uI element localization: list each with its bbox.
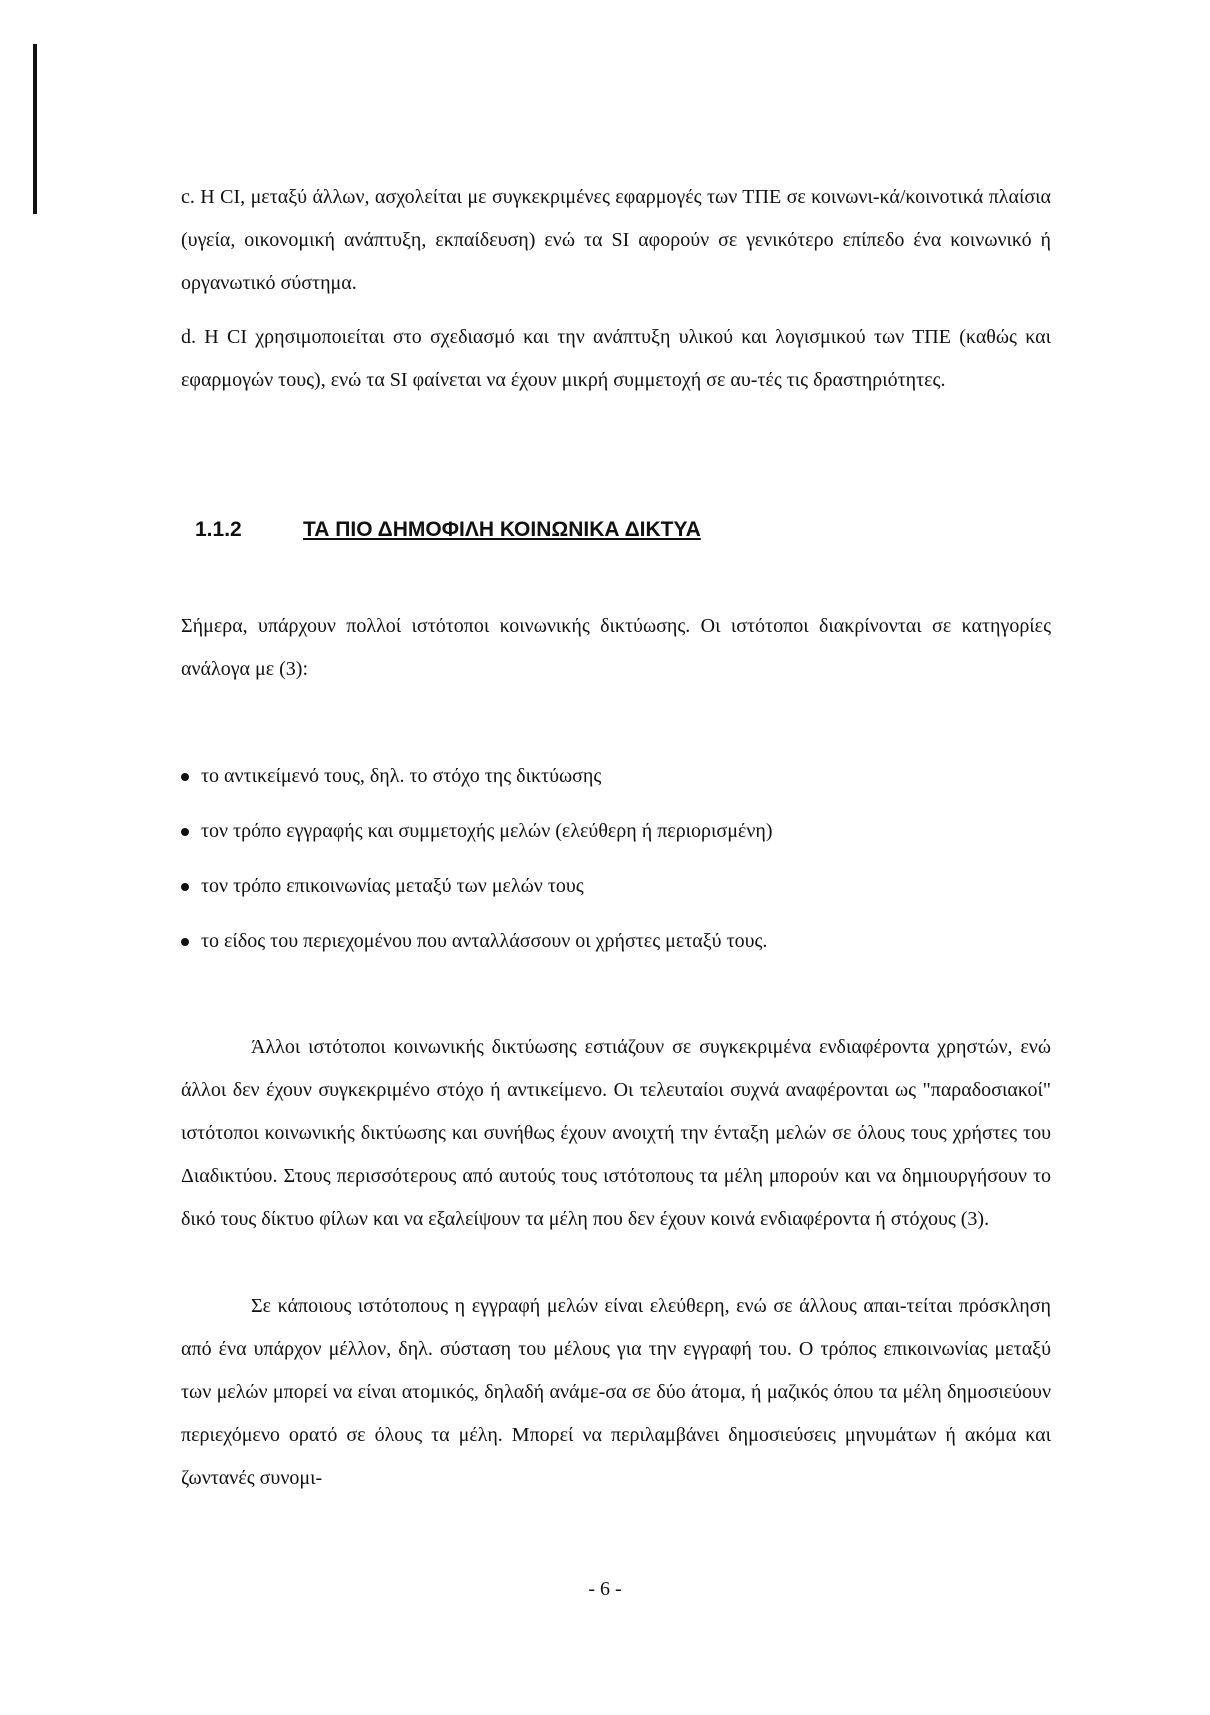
- list-item: τον τρόπο εγγραφής και συμμετοχής μελών (ελεύθερη ή περιορισμένη): [181, 810, 1051, 865]
- bullet-icon: [181, 828, 189, 836]
- list-item: το αντικείμενό τους, δηλ. το στόχο της δικτύωσης: [181, 755, 1051, 810]
- margin-bar: [33, 44, 37, 214]
- bullet-icon: [181, 938, 189, 946]
- paragraph-1: Άλλοι ιστότοποι κοινωνικής δικτύωσης εστιάζουν σε συγκεκριμένα ενδιαφέροντα χρηστών, ενώ άλλοι δεν έχουν συγκεκριμένο στόχο ή αντικείμενο. Οι τελευταίοι συχνά αναφέρονται ως "παραδοσιακοί" ιστότοποι κοινωνικής δικτύωσης και συνήθως έχουν ανοιχτή την ένταξη μελών σε όλους τους χρήστες του Διαδικτύου. Στους περισσότερους από αυτούς τους ιστότοπους τα μέλη μπορούν και να δημιουργήσουν το δικό τους δίκτυο φίλων και να εξαλείψουν τα μέλη που δεν έχουν κοινά ενδιαφέροντα ή στόχους (3).: [181, 1036, 1051, 1230]
- page-number: - 6 -: [588, 1578, 622, 1600]
- list-item: το είδος του περιεχομένου που ανταλλάσσουν οι χρήστες μεταξύ τους.: [181, 920, 1051, 975]
- bullet-icon: [181, 773, 189, 781]
- section-title: ΤΑ ΠΙΟ ΔΗΜΟΦΙΛΗ ΚΟΙΝΩΝΙΚΑ ΔΙΚΤΥΑ: [303, 518, 701, 541]
- item-c: c. Η CI, μεταξύ άλλων, ασχολείται με συγκεκριμένες εφαρμογές των ΤΠΕ σε κοινωνι-κά/κοινοτικά πλαίσια (υγεία, οικονομική ανάπτυξη, εκπαίδευση) ενώ τα SI αφορούν σε γενικότερο επίπεδο ένα κοινωνικό ή οργανωτικό σύστημα.: [181, 186, 1051, 294]
- intro-paragraph: Σήμερα, υπάρχουν πολλοί ιστότοποι κοινωνικής δικτύωσης. Οι ιστότοποι διακρίνονται σε κατηγορίες ανάλογα με (3):: [181, 615, 1051, 680]
- paragraph-2: Σε κάποιους ιστότοπους η εγγραφή μελών είναι ελεύθερη, ενώ σε άλλους απαι-τείται πρόσκληση από ένα υπάρχον μέλλον, δηλ. σύσταση του μέλους για την εγγραφή του. Ο τρόπος επικοινωνίας μεταξύ των μελών μπορεί να είναι ατομικός, δηλαδή ανάμε-σα σε δύο άτομα, ή μαζικός όπου τα μέλη δημοσιεύουν περιεχόμενο ορατό σε όλους τα μέλη. Μπορεί να περιλαμβάνει δημοσιεύσεις μηνυμάτων ή ακόμα και ζωντανές συνομι-: [181, 1295, 1051, 1489]
- section-number: 1.1.2: [195, 518, 242, 541]
- bullet-icon: [181, 883, 189, 891]
- section-heading: [195, 518, 701, 542]
- item-d: d. Η CI χρησιμοποιείται στο σχεδιασμό και την ανάπτυξη υλικού και λογισμικού των ΤΠΕ (καθώς και εφαρμογών τους), ενώ τα SI φαίνεται να έχουν μικρή συμμετοχή σε αυ-τές τις δραστηριότητες.: [181, 326, 1051, 391]
- criteria-list: [181, 755, 1051, 975]
- list-item: τον τρόπο επικοινωνίας μεταξύ των μελών τους: [181, 865, 1051, 920]
